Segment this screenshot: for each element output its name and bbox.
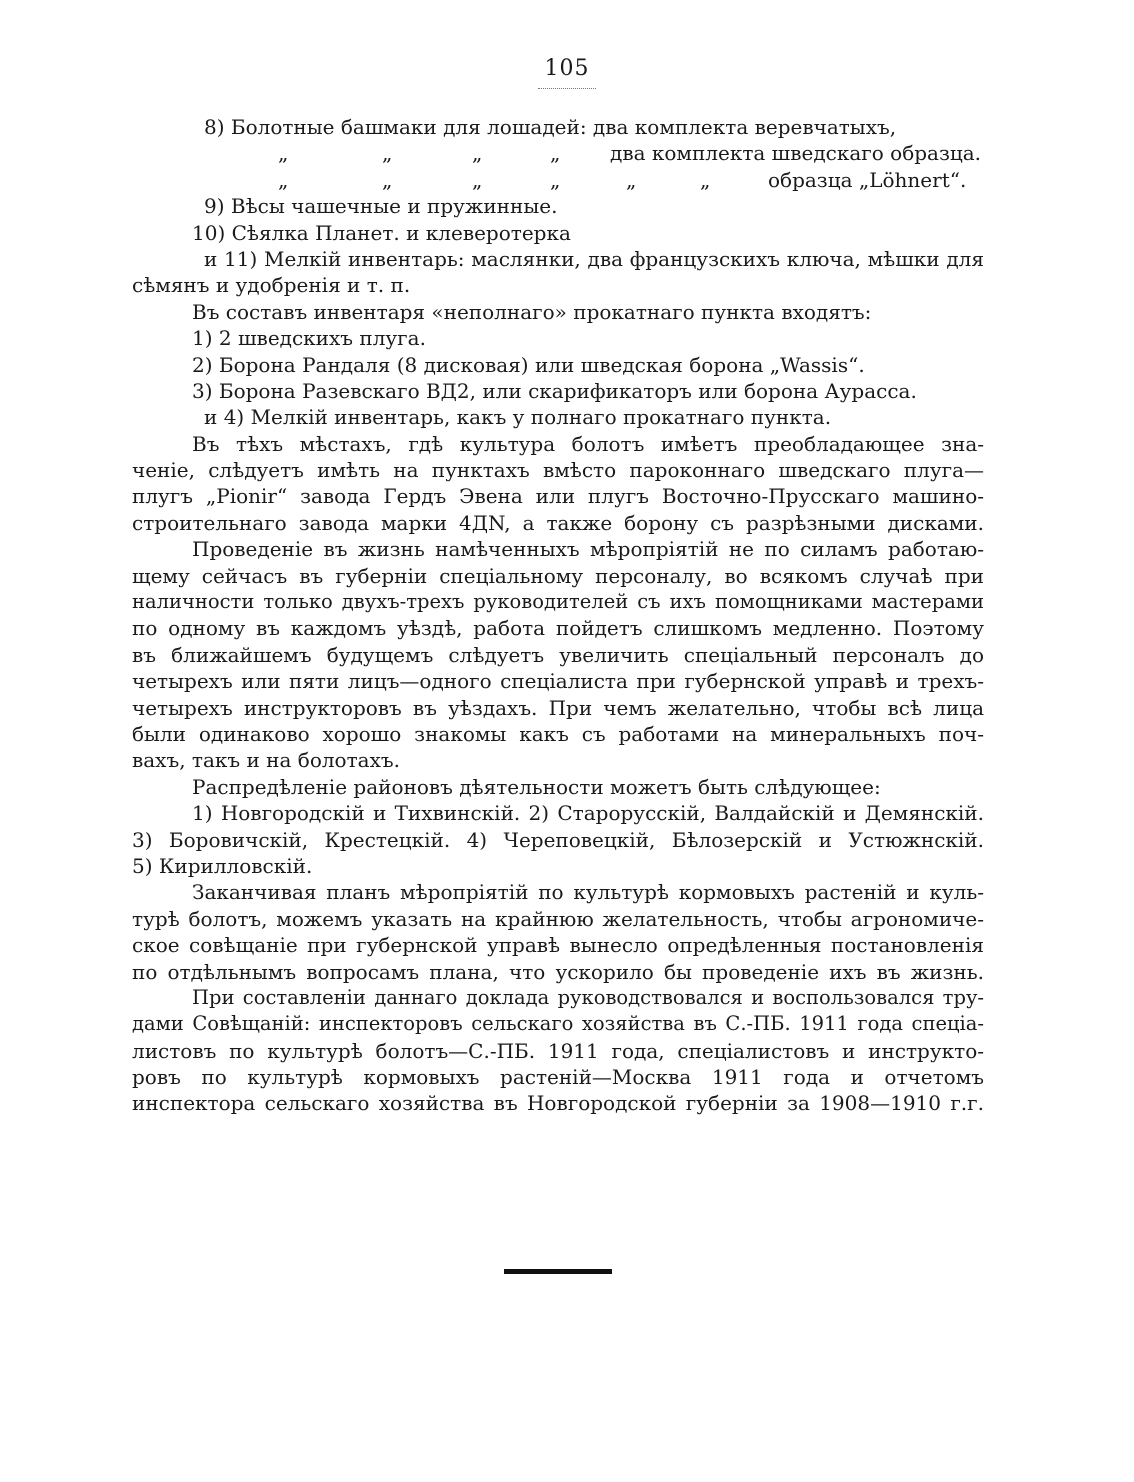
partial-item-4: и 4) Мелкій инвентарь, какъ у полнаго прокатнаго пункта. bbox=[204, 405, 832, 430]
page-number: 105 bbox=[544, 56, 590, 81]
ditto-mark: „ bbox=[700, 167, 711, 192]
paragraph-line: щему сейчасъ въ губерніи спеціальному персоналу, во всякомъ случаѣ при bbox=[132, 563, 984, 588]
paragraph-line: ченіе, слѣдуетъ имѣть на пунктахъ вмѣсто пароконнаго шведскаго плуга— bbox=[132, 458, 984, 483]
partial-item-2: 2) Борона Рандаля (8 дисковая) или шведская борона „Wassis“. bbox=[192, 352, 865, 377]
paragraph-line: четырехъ инструкторовъ въ уѣздахъ. При чемъ желательно, чтобы всѣ лица bbox=[132, 695, 984, 720]
list-item-8-ditto-row-1 bbox=[132, 140, 984, 166]
list-item-8: 8) Болотные башмаки для лошадей: два комплекта веревчатыхъ, bbox=[204, 115, 897, 139]
list-item-9: 9) Вѣсы чашечные и пружинные. bbox=[204, 194, 558, 219]
districts-line: 5) Кирилловскій. bbox=[132, 853, 313, 878]
paragraph-line: При составленіи даннаго доклада руководствовался и воспользовался тру- bbox=[192, 985, 984, 1009]
ditto-mark: „ bbox=[278, 141, 289, 166]
list-item-11-line-2: сѣмянъ и удобренія и т. п. bbox=[132, 273, 411, 298]
partial-item-3: 3) Борона Разевскаго ВД2, или скарификаторъ или борона Аурасса. bbox=[192, 378, 917, 403]
list-item-11-line-1: и 11) Мелкій инвентарь: маслянки, два французскихъ ключа, мѣшки для bbox=[204, 246, 984, 271]
districts-intro: Распредѣленіе районовъ дѣятельности можетъ быть слѣдующее: bbox=[192, 774, 881, 799]
ditto-mark: „ bbox=[550, 167, 561, 192]
list-item-8-ditto-text-2: образца „Löhnert“. bbox=[768, 167, 967, 192]
paragraph-line: ровъ по культурѣ кормовыхъ растеній—Москва 1911 года и отчетомъ bbox=[132, 1065, 984, 1090]
paragraph-line: строительнаго завода марки 4ДN, а также борону съ разрѣзными дисками. bbox=[132, 510, 984, 535]
paragraph-line: по одному въ каждомъ уѣздѣ, работа пойдетъ слишкомъ медленно. Поэтому bbox=[132, 616, 984, 641]
paragraph-line: Проведеніе въ жизнь намѣченныхъ мѣропріятій не по силамъ работаю- bbox=[192, 537, 984, 562]
districts-line: 1) Новгородскій и Тихвинскій. 2) Старорусскій, Валдайскій и Демянскій. bbox=[192, 801, 984, 826]
paragraph-line: Въ тѣхъ мѣстахъ, гдѣ культура болотъ имѣетъ преобладающее зна- bbox=[192, 431, 984, 456]
paragraph-line: въ ближайшемъ будущемъ слѣдуетъ увеличить спеціальный персоналъ до bbox=[132, 642, 984, 667]
page-number-underline bbox=[538, 88, 596, 89]
ditto-mark: „ bbox=[382, 167, 393, 192]
paragraph-line: турѣ болотъ, можемъ указать на крайнюю желательность, чтобы агрономиче- bbox=[132, 906, 984, 931]
end-of-text-rule bbox=[504, 1269, 612, 1274]
paragraph-line: ское совѣщаніе при губернской управѣ вынесло опредѣленныя постановленія bbox=[132, 933, 984, 958]
paragraph-line: наличности только двухъ-трехъ руководителей съ ихъ помощниками мастерами bbox=[132, 590, 984, 614]
ditto-mark: „ bbox=[472, 141, 483, 166]
partial-item-1: 1) 2 шведскихъ плуга. bbox=[192, 326, 426, 351]
list-item-8-ditto-text-1: два комплекта шведскаго образца. bbox=[610, 141, 982, 166]
list-item-8-ditto-row-2 bbox=[132, 167, 984, 193]
paragraph-line: были одинаково хорошо знакомы какъ съ работами на минеральныхъ поч- bbox=[132, 721, 984, 746]
paragraph-line: по отдѣльнымъ вопросамъ плана, что ускорило бы проведеніе ихъ въ жизнь. bbox=[132, 959, 984, 984]
paragraph-line: Заканчивая планъ мѣропріятій по культурѣ кормовыхъ растеній и куль- bbox=[192, 880, 984, 905]
list-item-10: 10) Сѣялка Планет. и клеверотерка bbox=[192, 220, 571, 245]
paragraph-line: инспектора сельскаго хозяйства въ Новгородской губерніи за 1908—1910 г.г. bbox=[132, 1091, 984, 1116]
paragraph-line: дами Совѣщаній: инспекторовъ сельскаго хозяйства въ С.-ПБ. 1911 года спеціа- bbox=[132, 1012, 984, 1036]
page-body bbox=[132, 114, 984, 1117]
ditto-mark: „ bbox=[472, 167, 483, 192]
paragraph-line: вахъ, такъ и на болотахъ. bbox=[132, 748, 400, 773]
paragraph-line: плугъ „Pionir“ завода Гердъ Эвена или плугъ Восточно-Прусскаго машино- bbox=[132, 484, 984, 509]
paragraph-line: четырехъ или пяти лицъ—одного спеціалиста при губернской управѣ и трехъ- bbox=[132, 669, 984, 694]
paragraph-line: листовъ по культурѣ болотъ—С.-ПБ. 1911 года, спеціалистовъ и инструкто- bbox=[132, 1038, 984, 1063]
partial-intro: Въ составъ инвентаря «неполнаго» прокатнаго пункта входятъ: bbox=[192, 299, 872, 324]
ditto-mark: „ bbox=[382, 141, 393, 166]
ditto-mark: „ bbox=[550, 141, 561, 166]
ditto-mark: „ bbox=[626, 167, 637, 192]
districts-line: 3) Боровичскій, Крестецкій. 4) Череповецкій, Бѣлозерскій и Устюжнскій. bbox=[132, 827, 984, 852]
ditto-mark: „ bbox=[278, 167, 289, 192]
